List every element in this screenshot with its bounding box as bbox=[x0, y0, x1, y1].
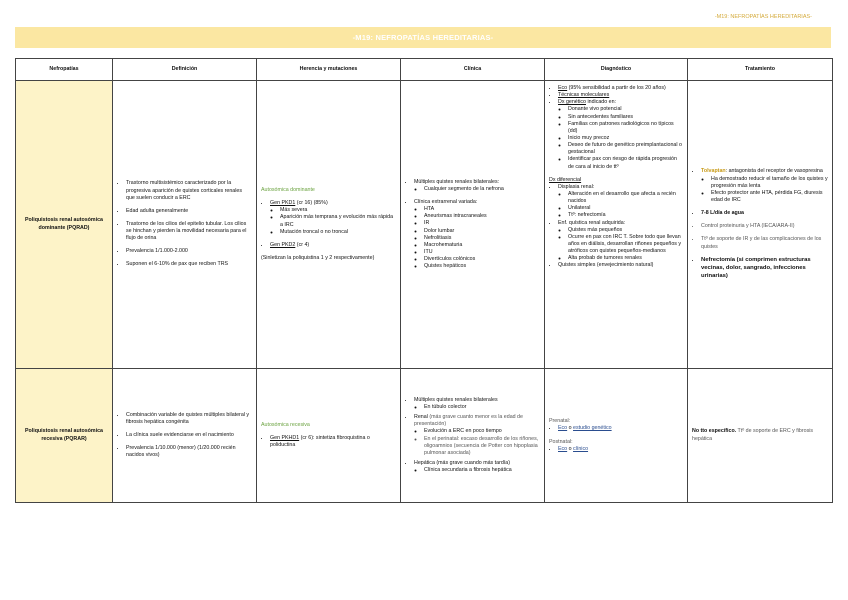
list-item: • Quistes simples (envejecimiento natural) bbox=[558, 262, 683, 269]
dx-prenatal-label: Prenatal: bbox=[549, 418, 571, 425]
list-item: ◦ Ocurre en pax con IRC T. Sobre todo que llevan años en diálisis, desarrollan riñones pequeños y atróficos con quistes pequeños-medianos bbox=[568, 234, 683, 255]
gene-name: Gen PKD2 bbox=[270, 241, 296, 248]
drug-name: Tolvaptan bbox=[701, 168, 726, 175]
table-row bbox=[16, 369, 833, 503]
definition-cell bbox=[113, 369, 257, 503]
list-item: • Prevalencia 1/10.000 (menor) (1/20.000 recién nacidos vivos) bbox=[126, 445, 252, 459]
list-item: ◦ Dolor lumbar bbox=[424, 228, 540, 235]
clinic-heading: Múltiples quistes renales bilaterales: bbox=[414, 178, 500, 185]
drug-detail: : antagonista del receptor de vasopresina bbox=[725, 168, 823, 175]
gene-detail: (cr 6): sintetiza fibroquistina o poliductina bbox=[270, 434, 370, 449]
clinic-heading: Hepática bbox=[414, 459, 435, 466]
list-item: ◦ Familias con patrones radiológicos no típicos (dd) bbox=[568, 121, 683, 135]
list-item: • Trastorno multisistémico caracterizado por la progresiva aparición de quistes corticales renales que suelen conducir a ERC bbox=[126, 180, 252, 201]
list-item bbox=[558, 99, 683, 170]
list-item: ◦ Quistes hepáticos bbox=[424, 263, 540, 270]
list-item: ◦ Identificar pax con riesgo de rápida progresión de cara al inicio de ttº bbox=[568, 156, 683, 170]
list-item bbox=[558, 92, 683, 99]
col-header-nephropathy: Nefropatías bbox=[16, 59, 113, 81]
treatment-text bbox=[692, 428, 828, 442]
list-item bbox=[414, 414, 540, 457]
gene-detail: (cr 16) (85%) bbox=[295, 200, 328, 207]
list-item: • Edad adulta generalmente bbox=[126, 208, 252, 215]
list-item: • Combinación variable de quistes múltiples bilateral y fibrosis hepática congénita bbox=[126, 412, 252, 426]
list-item: ◦ IR bbox=[424, 220, 540, 227]
page-title: -M19: NEFROPATÍAS HEREDITARIAS- bbox=[15, 27, 831, 48]
list-item bbox=[414, 179, 540, 193]
list-item: ◦ Evolución a ERC en poco tiempo bbox=[424, 428, 540, 435]
list-item: ◦ Nefrolitiasis bbox=[424, 235, 540, 242]
clinic-cell bbox=[401, 81, 545, 369]
list-item bbox=[414, 460, 540, 474]
list-item bbox=[558, 446, 683, 453]
list-item: • Trastorno de los cilios del epitelio tubular. Los cilios se hinchan y pierden la movilidad necesaria para el flujo de orina bbox=[126, 221, 252, 242]
list-item: ◦ En el perinatal: escaso desarrollo de los riñones, oligoamnios (secuencia de Potter con hipoplasia pulmonar asociada) bbox=[424, 436, 540, 457]
list-item: • La clínica suele evidenciarse en el nacimiento bbox=[126, 432, 252, 439]
list-item: ◦ HTA bbox=[424, 206, 540, 213]
col-header-definition: Definición bbox=[113, 59, 257, 81]
row-name-pqrad: Poliquistosis renal autosómica dominante (PQRAD) bbox=[16, 81, 113, 369]
list-item bbox=[270, 200, 396, 236]
list-item: ◦ Donante vivo potencial bbox=[568, 106, 683, 113]
list-item: ◦ Alteración en el desarrollo que afecta a recién nacidos bbox=[568, 191, 683, 205]
list-item: ◦ Efecto protector ante HTA, pérdida FG, diuresis edad de IRC bbox=[711, 190, 828, 204]
list-item: ◦ Inicio muy precoz bbox=[568, 135, 683, 142]
dx-postnatal-label: Postnatal: bbox=[549, 438, 573, 445]
list-item: ◦ Quistes más pequeños bbox=[568, 227, 683, 234]
clinic-heading: Múltiples quistes renales bilaterales bbox=[414, 396, 498, 403]
col-header-treatment: Tratamiento bbox=[688, 59, 833, 81]
treatment-bold: No tto específico. bbox=[692, 428, 737, 435]
inheritance-cell bbox=[257, 81, 401, 369]
list-item: ◦ Aneurismas intracraneales bbox=[424, 213, 540, 220]
header-row bbox=[16, 59, 833, 81]
list-item bbox=[270, 242, 396, 249]
list-item: ◦ Sin antecedentes familiares bbox=[568, 114, 683, 121]
clinic-heading: Clínica extrarrenal variada: bbox=[414, 198, 478, 205]
clinic-heading: Renal bbox=[414, 414, 428, 421]
dx-connector: o bbox=[567, 425, 574, 432]
gene-detail: (cr 4) bbox=[295, 241, 310, 248]
gene-name: Gen PKHD1 bbox=[270, 434, 300, 441]
list-item: ◦ Unilateral bbox=[568, 205, 683, 212]
list-item: ◦ Cualquier segmento de la nefrona bbox=[424, 186, 540, 193]
treatment-detail: Ttº de soporte de ERC y fibrosis hepática bbox=[692, 428, 814, 442]
dd-heading: Displasia renal: bbox=[558, 183, 595, 190]
clinic-detail: (más grave cuando más tardía) bbox=[434, 459, 510, 466]
list-item: ◦ Divertículos colónicos bbox=[424, 256, 540, 263]
row-name-pqrar: Poliquistosis renal autosómica recesiva (PQRAR) bbox=[16, 369, 113, 503]
diagnosis-cell bbox=[545, 81, 688, 369]
header-note: -M19: NEFROPATÍAS HEREDITARIAS- bbox=[714, 14, 812, 20]
treatment-cell bbox=[688, 81, 833, 369]
dx-method: Eco bbox=[558, 425, 568, 432]
list-item: ◦ Aparición más temprana y evolución más rápida a IRC bbox=[280, 214, 396, 228]
inheritance-label: Autosómica dominante bbox=[261, 186, 315, 193]
treatment-cell bbox=[688, 369, 833, 503]
list-item: ◦ Más severa bbox=[280, 207, 396, 214]
list-item: • 7-8 L/día de agua bbox=[701, 210, 828, 217]
dx-method: estudio genético bbox=[573, 425, 612, 432]
list-item bbox=[558, 85, 683, 92]
list-item: • Nefrectomía (si comprimen estructuras vecinas, dolor, sangrado, infecciones urinarias) bbox=[701, 257, 828, 281]
list-item: ◦ Mutación troncal o no troncal bbox=[280, 229, 396, 236]
col-header-diagnosis: Diagnóstico bbox=[545, 59, 688, 81]
dx-differential-title: Dx diferencial bbox=[549, 176, 582, 183]
dx-method: clínico bbox=[573, 445, 589, 452]
dx-method: Técnicas moleculares bbox=[558, 92, 610, 99]
list-item: ◦ Clínica secundaria a fibrosis hepática bbox=[424, 467, 540, 474]
list-item bbox=[414, 397, 540, 411]
col-header-inheritance: Herencia y mutaciones bbox=[257, 59, 401, 81]
list-item bbox=[701, 168, 828, 204]
clinic-detail: (más grave cuanto menor es la edad de presentación) bbox=[414, 414, 523, 428]
dx-method: Eco bbox=[558, 85, 568, 91]
dx-detail: indicado en: bbox=[585, 99, 617, 106]
list-item bbox=[558, 184, 683, 220]
list-item: • Control proteinuria y HTA (IECA/ARA-II) bbox=[701, 223, 828, 230]
list-item: ◦ En túbulo colector bbox=[424, 404, 540, 411]
nephropathy-table bbox=[15, 58, 833, 503]
list-item bbox=[270, 435, 396, 449]
list-item: ◦ ITU bbox=[424, 249, 540, 256]
dx-method: Dx genético bbox=[558, 99, 586, 106]
list-item: • Prevalencia 1/1.000-2.000 bbox=[126, 248, 252, 255]
list-item: • Suponen el 6-10% de pax que reciben TRS bbox=[126, 261, 252, 268]
diagnosis-cell bbox=[545, 369, 688, 503]
list-item: ◦ Deseo de futuro de genético preimplantacional o gestacional bbox=[568, 142, 683, 156]
list-item: ◦ Ttº: nefrectomía bbox=[568, 212, 683, 219]
inheritance-cell bbox=[257, 369, 401, 503]
table-row bbox=[16, 81, 833, 369]
gene-name: Gen PKD1 bbox=[270, 200, 296, 207]
list-item: ◦ Ha demostrado reducir el tamaño de los quistes y progresión más lenta bbox=[711, 176, 828, 190]
dd-heading: Enf. quística renal adquirida: bbox=[558, 219, 626, 226]
col-header-clinic: Clínica bbox=[401, 59, 545, 81]
list-item: ◦ Macrohematuria bbox=[424, 242, 540, 249]
list-item bbox=[558, 220, 683, 263]
list-item: • Ttº de soporte de IR y de las complicaciones de los quistes bbox=[701, 236, 828, 250]
list-item bbox=[558, 425, 683, 432]
list-item: ◦ Alta probab de tumores renales bbox=[568, 255, 683, 262]
dx-connector: o bbox=[567, 445, 574, 452]
inheritance-label: Autosómica recesiva bbox=[261, 421, 310, 428]
dx-detail: (95% sensibilidad a partir de los 20 años) bbox=[567, 85, 666, 91]
inheritance-note: (Sinletizan la poliquistina 1 y 2 respectivamente) bbox=[261, 254, 375, 261]
definition-cell bbox=[113, 81, 257, 369]
clinic-cell bbox=[401, 369, 545, 503]
dx-method: Eco bbox=[558, 445, 568, 452]
list-item bbox=[414, 199, 540, 270]
